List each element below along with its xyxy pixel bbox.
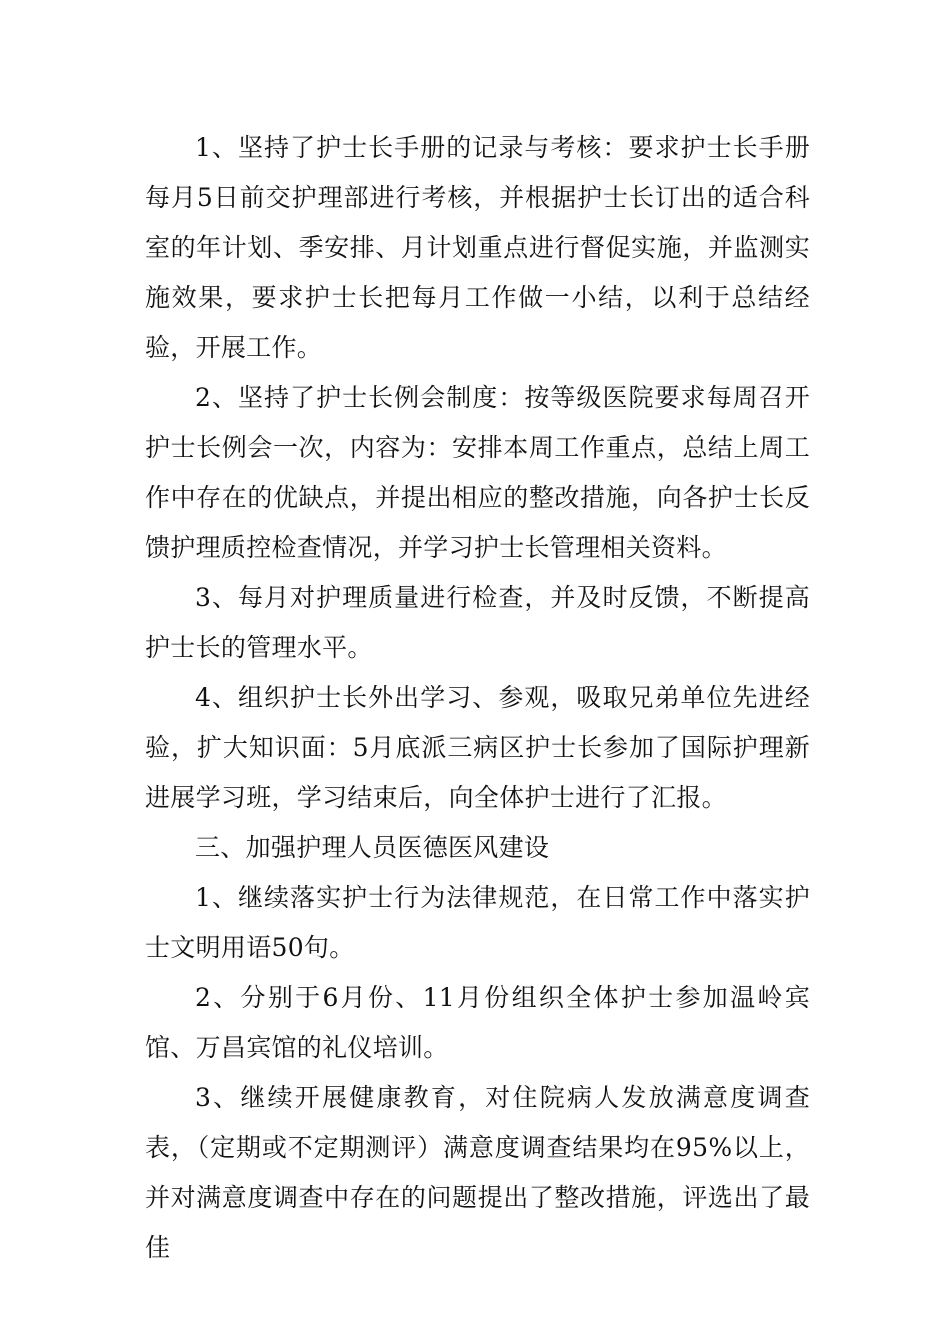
paragraph-2: 2、坚持了护士长例会制度：按等级医院要求每周召开护士长例会一次，内容为：安排本周工作重点，总结上周工作中存在的优缺点，并提出相应的整改措施，向各护士长反馈护理质控检查情况，并学习护士长管理相关资料。 [145,383,810,562]
paragraph-5: 1、继续落实护士行为法律规范，在日常工作中落实护士文明用语50句。 [145,883,810,962]
document-body [145,123,810,1273]
paragraph-1: 1、坚持了护士长手册的记录与考核：要求护士长手册每月5日前交护理部进行考核，并根据护士长订出的适合科室的年计划、季安排、月计划重点进行督促实施，并监测实施效果，要求护士长把每月工作做一小结，以利于总结经验，开展工作。 [145,133,810,362]
section-heading: 三、加强护理人员医德医风建设 [195,833,550,862]
paragraph-3: 3、每月对护理质量进行检查，并及时反馈，不断提高护士长的管理水平。 [145,583,810,662]
paragraph-4: 4、组织护士长外出学习、参观，吸取兄弟单位先进经验，扩大知识面：5月底派三病区护士长参加了国际护理新进展学习班，学习结束后，向全体护士进行了汇报。 [145,683,810,812]
paragraph-6: 2、分别于6月份、11月份组织全体护士参加温岭宾馆、万昌宾馆的礼仪培训。 [145,983,810,1062]
paragraph-7: 3、继续开展健康教育，对住院病人发放满意度调查表，（定期或不定期测评）满意度调查结果均在95%以上，并对满意度调查中存在的问题提出了整改措施，评选出了最佳 [145,1083,810,1262]
